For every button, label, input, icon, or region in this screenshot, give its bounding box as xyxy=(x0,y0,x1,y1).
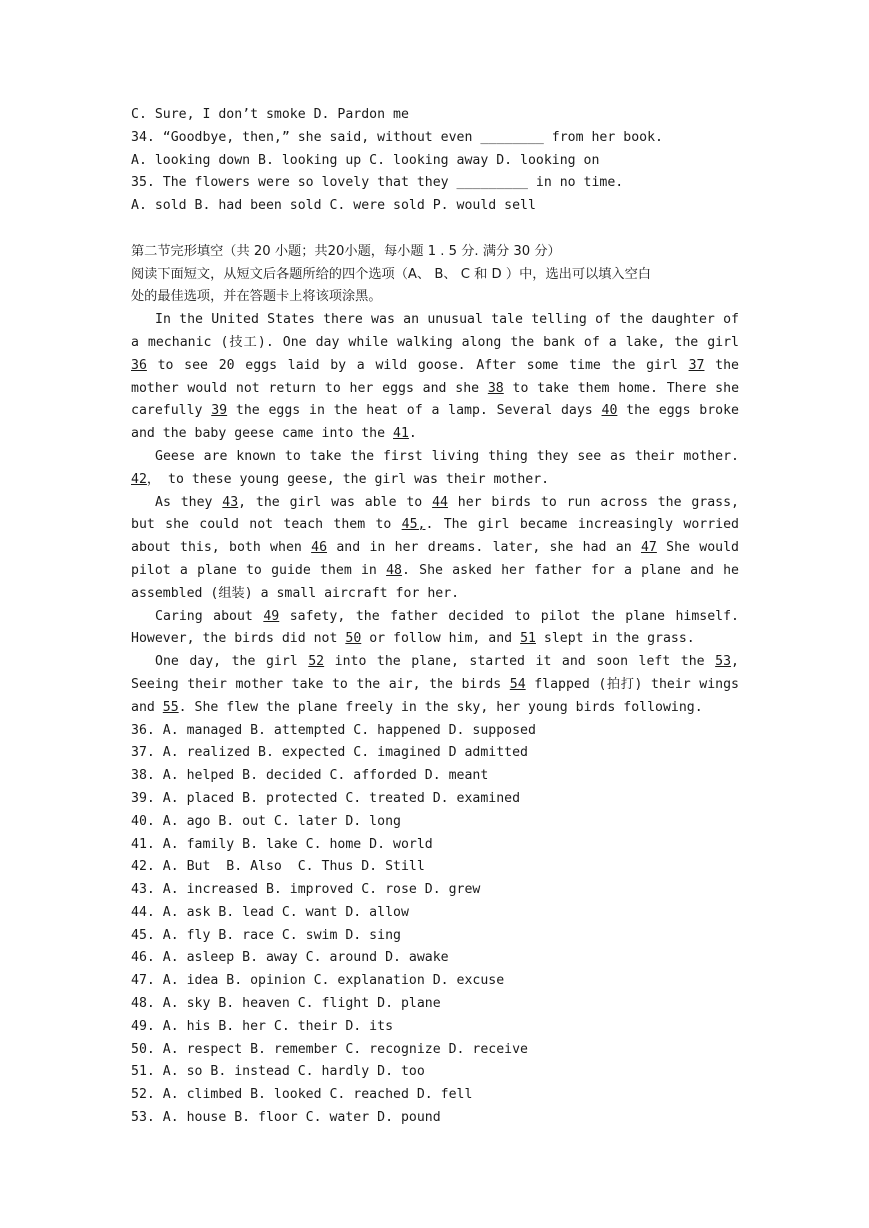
option-line-53: 53. A. house B. floor C. water D. pound xyxy=(131,1110,441,1126)
option-line-49: 49. A. his B. her C. their D. its xyxy=(131,1018,394,1034)
option-line-35: A. sold B. had been sold C. were sold P. would sell xyxy=(131,198,536,214)
blank-36: 36 xyxy=(131,357,147,373)
question-35: 35. The flowers were so lovely that they _________ in no time. xyxy=(131,175,624,191)
option-line-34: A. looking down B. looking up C. looking away D. looking on xyxy=(131,152,600,168)
blank-39: 39 xyxy=(211,403,228,419)
option-line-36: 36. A. managed B. attempted C. happened D. supposed xyxy=(131,722,536,738)
blank-49: 49 xyxy=(263,608,280,624)
passage-paragraph-4: Caring about 49 safety, the father decided to pilot the plane himself. However, the birds did not 50 or follow him, and 51 slept in the grass. xyxy=(131,608,739,647)
option-line-48: 48. A. sky B. heaven C. flight D. plane xyxy=(131,996,441,1012)
question-34: 34. “Goodbye, then,” she said, without even ________ from her book. xyxy=(131,129,663,145)
blank-38: 38 xyxy=(487,380,504,396)
instruction-line-1: 阅读下面短文，从短文后各题所给的四个选项（A、 B、 C 和 D ）中，选出可以填入空白 xyxy=(131,266,651,282)
option-line-37: 37. A. realized B. expected C. imagined D admitted xyxy=(131,745,528,761)
section-title: 第二节完形填空（共 20 小题；共20小题，每小题 1 . 5 分. 满分 30 分） xyxy=(131,243,561,259)
blank-46: 46 xyxy=(311,540,328,556)
blank-51: 51 xyxy=(520,631,536,647)
option-line-44: 44. A. ask B. lead C. want D. allow xyxy=(131,904,409,920)
blank-45: 45, xyxy=(401,517,426,533)
blank-42: 42 xyxy=(131,471,147,487)
blank-47: 47 xyxy=(640,540,657,556)
option-line-33: C. Sure, I don’t smoke D. Pardon me xyxy=(131,107,409,122)
blank-44: 44 xyxy=(432,494,448,510)
option-line-42: 42. A. But B. Also C. Thus D. Still xyxy=(131,859,425,875)
blank-52: 52 xyxy=(308,654,325,670)
option-line-40: 40. A. ago B. out C. later D. long xyxy=(131,813,401,829)
option-line-43: 43. A. increased B. improved C. rose D. grew xyxy=(131,882,481,898)
option-line-51: 51. A. so B. instead C. hardly D. too xyxy=(131,1064,425,1080)
blank-55: 55 xyxy=(162,699,179,715)
option-line-45: 45. A. fly B. race C. swim D. sing xyxy=(131,927,401,943)
passage-paragraph-2: Geese are known to take the first living thing they see as their mother. 42， to these young geese, the girl was their mother. xyxy=(131,448,739,487)
option-line-47: 47. A. idea B. opinion C. explanation D. excuse xyxy=(131,973,505,989)
instruction-line-2: 处的最佳选项，并在答题卡上将该项涂黑。 xyxy=(131,289,382,305)
document-page xyxy=(131,104,739,1130)
option-line-52: 52. A. climbed B. looked C. reached D. fell xyxy=(131,1087,473,1103)
option-line-39: 39. A. placed B. protected C. treated D. examined xyxy=(131,790,521,806)
passage-paragraph-3: As they 43, the girl was able to 44 her birds to run across the grass, but she could not teach them to 45,. The girl became increasingly worried about this, both when 46 and in her dreams. later, she had an 47 She would pilot a plane to guide them in 48. She asked her father for a plane and he assembled (组装) a small aircraft for her. xyxy=(131,494,740,601)
option-line-38: 38. A. helped B. decided C. afforded D. meant xyxy=(131,768,489,784)
option-line-41: 41. A. family B. lake C. home D. world xyxy=(131,836,433,852)
blank-43: 43 xyxy=(222,494,239,510)
blank-48: 48 xyxy=(386,562,402,578)
blank-50: 50 xyxy=(345,631,362,647)
passage-paragraph-5: One day, the girl 52 into the plane, started it and soon left the 53, Seeing their mother take to the air, the birds 54 flapped (拍打) their wings and 55. She flew the plane freely in the sky, her young birds following. xyxy=(131,654,739,715)
blank-54: 54 xyxy=(509,676,526,692)
option-line-46: 46. A. asleep B. away C. around D. awake xyxy=(131,950,449,966)
option-line-50: 50. A. respect B. remember C. recognize D. receive xyxy=(131,1041,528,1057)
passage-paragraph-1: In the United States there was an unusual tale telling of the daughter of a mechanic (技工). One day while walking along the bank of a lake, the girl 36 to see 20 eggs laid by a wild goose. After some time the girl 37 the mother would not return to her eggs and she 38 to take them home. There she carefully 39 the eggs in the heat of a lamp. Several days 40 the eggs broke and the baby geese came into the 41. xyxy=(131,312,740,442)
blank-40: 40 xyxy=(601,403,618,419)
blank-41: 41 xyxy=(393,426,409,442)
blank-53: 53 xyxy=(715,654,732,670)
spacer xyxy=(131,218,739,241)
blank-37: 37 xyxy=(688,357,705,373)
